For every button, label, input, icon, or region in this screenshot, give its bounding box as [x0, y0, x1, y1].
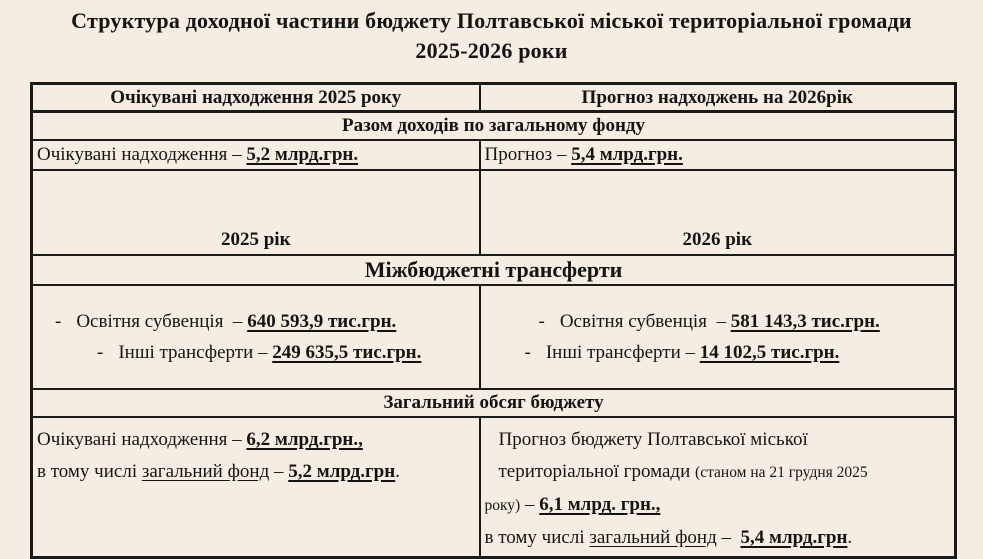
forecast-2026-cell	[480, 140, 956, 170]
transfers-2026-cell	[480, 285, 956, 389]
general-fund-2025-value: 5,2 млрд.грн	[288, 461, 396, 482]
total-2026-line-4	[485, 522, 951, 554]
period: .	[395, 461, 400, 482]
total-2026-line-1: Прогноз бюджету Полтавської міської	[498, 429, 808, 450]
separator-dash: –	[716, 527, 741, 548]
total-2025-label: Очікувані надходження –	[37, 429, 247, 450]
total-values-row	[32, 417, 956, 558]
total-2026-line-3	[485, 489, 951, 522]
year-caption-row	[32, 170, 956, 255]
total-2026-cell	[480, 417, 956, 558]
year-2025-cell	[32, 170, 480, 255]
expected-2025-label: Очікувані надходження –	[37, 144, 247, 165]
transfer-item-education-2025	[33, 306, 479, 337]
transfer-label: Інші трансферти –	[118, 342, 273, 363]
header-expected-2025: Очікувані надходження 2025 року	[32, 84, 480, 112]
forecast-2026-value: 5,4 млрд.грн.	[571, 144, 683, 165]
table-header-row	[32, 84, 956, 112]
transfer-label: Освітня субвенція –	[76, 311, 248, 332]
total-2025-cell	[32, 417, 480, 558]
total-2026-value: 6,1 млрд. грн.,	[539, 494, 661, 515]
separator-dash: –	[269, 461, 289, 482]
total-2025-line-2	[37, 456, 475, 488]
separator-dash: –	[520, 494, 540, 515]
including-prefix: в тому числі	[37, 461, 142, 482]
year-2026-label: 2026 рік	[682, 229, 753, 250]
period: .	[847, 527, 853, 548]
year-2026-cell	[480, 170, 956, 255]
year-2025-label: 2025 рік	[220, 229, 291, 250]
as-of-date-note: (станом на 21 грудня 2025	[695, 464, 868, 481]
dash-bullet: -	[55, 311, 62, 332]
title-line-1: Структура доходної частини бюджету Полтавської міської територіальної громади	[71, 8, 912, 33]
transfer-value: 14 102,5 тис.грн.	[699, 342, 840, 363]
section-transfers-row	[32, 255, 956, 285]
transfer-item-other-2026	[481, 337, 955, 368]
general-fund-term: загальний фонд	[589, 527, 717, 548]
forecast-2026-label: Прогноз –	[484, 144, 572, 165]
page-title	[0, 0, 983, 65]
including-prefix: в тому числі	[484, 527, 590, 548]
transfer-value: 640 593,9 тис.грн.	[247, 311, 397, 332]
transfer-label: Інші трансферти –	[545, 342, 700, 363]
transfer-label: Освітня субвенція –	[559, 311, 731, 332]
transfer-value: 581 143,3 тис.грн.	[730, 311, 880, 332]
community-text: територіальної громади	[498, 461, 696, 482]
budget-table	[30, 82, 957, 559]
general-fund-values-row	[32, 140, 956, 170]
title-line-2: 2025-2026 роки	[415, 37, 568, 63]
expected-2025-cell	[32, 140, 480, 170]
total-2025-value: 6,2 млрд.грн.,	[246, 429, 363, 450]
general-fund-term: загальний фонд	[141, 461, 270, 482]
expected-2025-value: 5,2 млрд.грн.	[246, 144, 359, 165]
transfers-2025-cell	[32, 285, 480, 389]
dash-bullet: -	[524, 342, 531, 363]
as-of-date-note-end: року)	[484, 497, 521, 514]
general-fund-2026-value: 5,4 млрд.грн	[740, 527, 848, 548]
header-forecast-2026: Прогноз надходжень на 2026рік	[480, 84, 956, 112]
transfers-values-row	[32, 285, 956, 389]
section-general-fund-row	[32, 112, 956, 141]
total-2025-line-1	[37, 424, 475, 456]
dash-bullet: -	[97, 342, 104, 363]
section-general-fund-title: Разом доходів по загальному фонду	[32, 112, 956, 141]
transfer-item-education-2026	[481, 306, 955, 337]
section-total-budget-title: Загальний обсяг бюджету	[32, 389, 956, 417]
section-transfers-title: Міжбюджетні трансферти	[32, 255, 956, 285]
section-total-budget-row	[32, 389, 956, 417]
transfer-item-other-2025	[33, 337, 479, 368]
dash-bullet: -	[538, 311, 545, 332]
total-2026-line-2	[499, 456, 951, 489]
transfer-value: 249 635,5 тис.грн.	[272, 342, 422, 363]
